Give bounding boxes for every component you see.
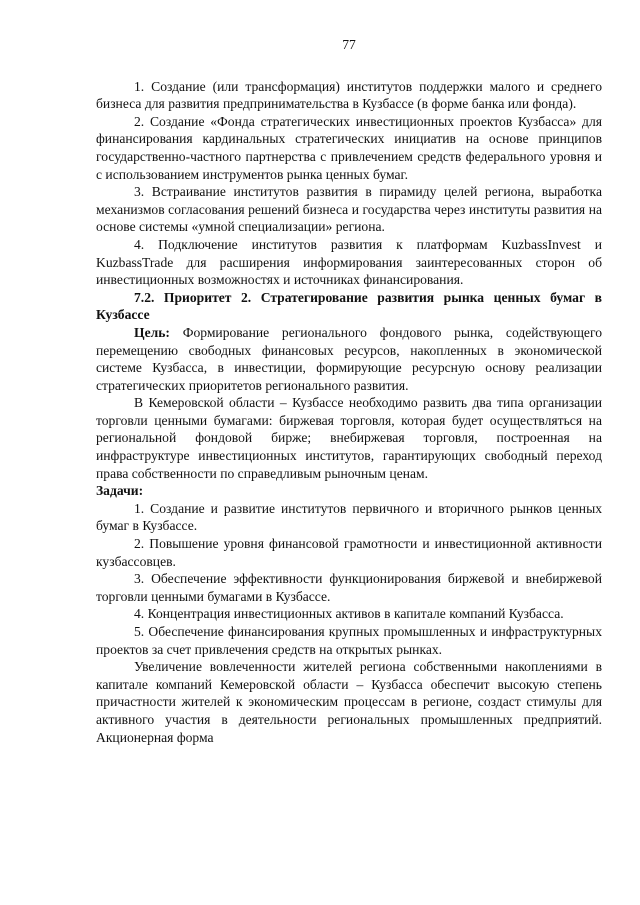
body-paragraph: В Кемеровской области – Кузбассе необходимо развить два типа организации торговли ценными бумагами: биржевая торговля, которая будет осуществляться на региональной фондовой бирже; внебиржевая торговля, построенная на инфраструктуре инвестиционных институтов, гарантирующих свободный переход права собственности по справедливым рыночным ценам. [96,395,602,481]
goal-label: Цель: [134,324,170,340]
intro-item-4: 4. Подключение институтов развития к платформам KuzbassInvest и KuzbassTrade для расширения информирования заинтересованных сторон об инвестиционных возможностях и источниках финансирования. [96,236,602,288]
goal-text: Формирование регионального фондового рынка, содействующего перемещению свободных финансовых ресурсов, накопленных в экономической системе Кузбасса, в инвестиции, формирующие ресурсную основу реализации стратегических приоритетов регионального развития. [96,324,602,393]
task-item-4: 4. Концентрация инвестиционных активов в капитале компаний Кузбасса. [134,606,564,622]
task-item-1: 1. Создание и развитие институтов первичного и вторичного рынков ценных бумаг в Кузбассе. [96,500,602,534]
intro-item-3: 3. Встраивание институтов развития в пирамиду целей региона, выработка механизмов согласования решений бизнеса и государства через институты развития на основе системы «умной специализации» региона. [96,184,602,235]
page-number: 77 [342,37,356,52]
goal-paragraph [96,324,602,394]
closing-paragraph: Увеличение вовлеченности жителей региона собственными накоплениями в капитале компаний Кемеровской области – Кузбасса обеспечит высокую степень причастности жителей к экономическим процессам в регионе, создаст стимулы для активного участия в деятельности региональных промышленных предприятий. Акционерная форма [96,659,602,745]
intro-item-2: 2. Создание «Фонда стратегических инвестиционных проектов Кузбасса» для финансирования кардинальных стратегических инициатив на основе принципов государственно-частного партнерства с привлечением средств федерального уровня и с использованием инструментов рынка ценных бумаг. [96,113,602,182]
task-item-2: 2. Повышение уровня финансовой грамотности и инвестиционной активности кузбассовцев. [96,536,602,569]
section-heading: 7.2. Приоритет 2. Стратегирование развития рынка ценных бумаг в Кузбассе [96,289,602,323]
intro-item-1: 1. Создание (или трансформация) институтов поддержки малого и среднего бизнеса для развития предпринимательства в Кузбассе (в форме банка или фонда). [96,78,602,112]
tasks-title: Задачи: [96,483,144,499]
task-item-3: 3. Обеспечение эффективности функционирования биржевой и внебиржевой торговли ценными бумагами в Кузбассе. [96,571,602,604]
document-page [96,36,602,746]
task-item-5: 5. Обеспечение финансирования крупных промышленных и инфраструктурных проектов за счет привлечения средств на открытых рынках. [96,624,602,657]
